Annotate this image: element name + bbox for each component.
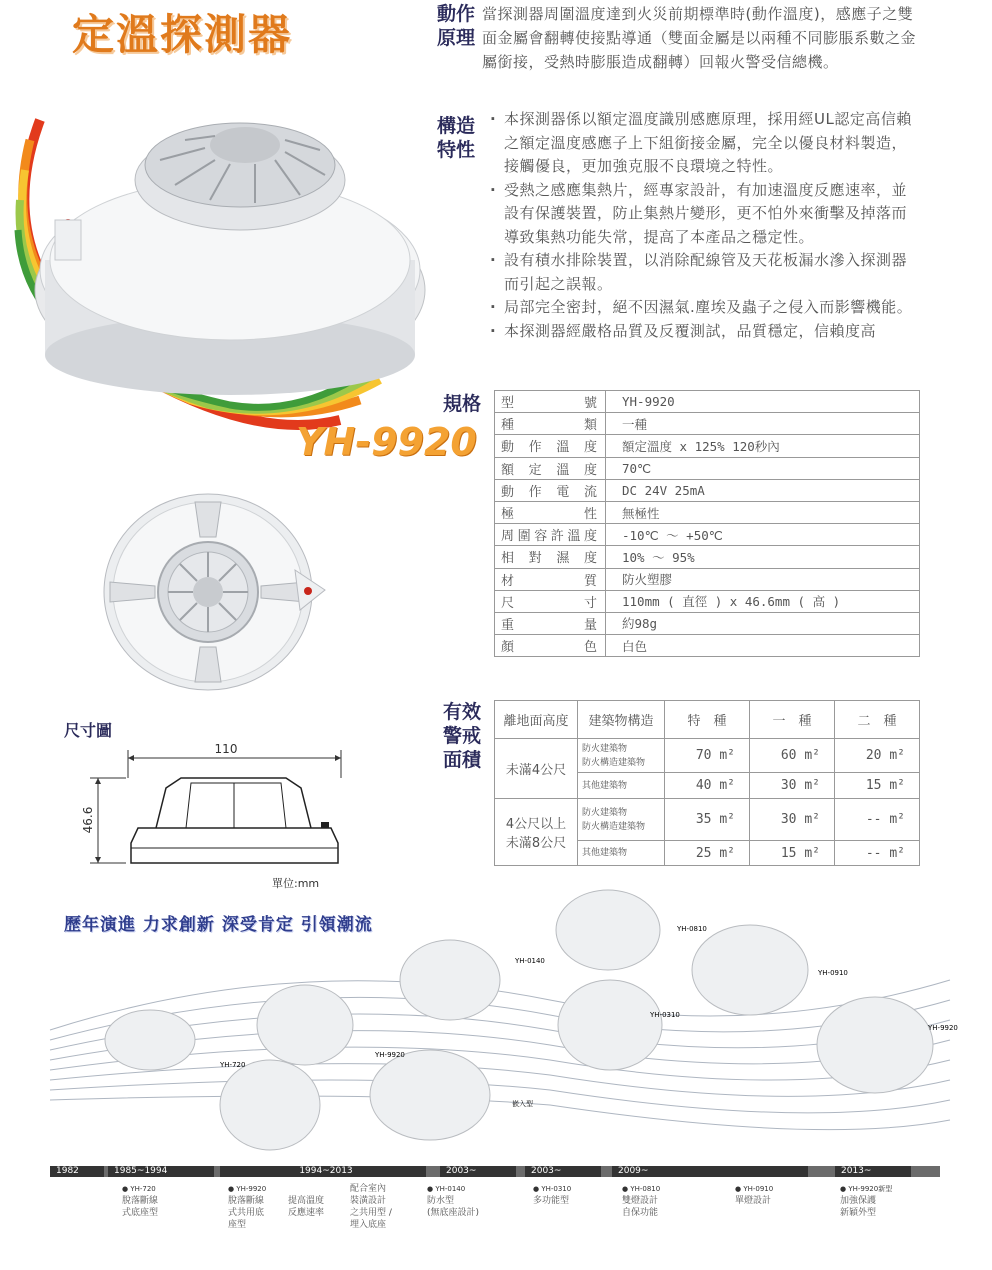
timeline-model: ● YH-0310 bbox=[533, 1185, 572, 1193]
spec-key: 種類 bbox=[495, 413, 606, 435]
spec-key: 動作電流 bbox=[495, 479, 606, 501]
timeline-model: ● YH-720 bbox=[122, 1185, 156, 1193]
history-slogan: 歷年演進 力求創新 深受肯定 引領潮流 bbox=[64, 915, 373, 935]
spec-value: DC 24V 25mA bbox=[606, 479, 920, 501]
timeline-model: ● YH-0140 bbox=[427, 1185, 466, 1193]
column-header: 離地面高度 bbox=[495, 701, 578, 739]
area-value: 30 m² bbox=[750, 773, 835, 799]
timeline-model: ● YH-9920 bbox=[228, 1185, 267, 1193]
area-label-line1: 有效 bbox=[443, 701, 482, 723]
dimension-unit: 單位:mm bbox=[272, 877, 320, 890]
spec-key: 型號 bbox=[495, 391, 606, 413]
timeline-note: 多功能型 bbox=[533, 1196, 570, 1206]
timeline-note: 脫落斷線 bbox=[122, 1196, 159, 1206]
area-label bbox=[443, 700, 481, 772]
timeline-note: 雙燈設計 bbox=[622, 1196, 659, 1206]
history-tag: YH-0810 bbox=[677, 925, 707, 933]
spec-value: 10% ～ 95% bbox=[606, 546, 920, 568]
structure-line1: 其他建築物 bbox=[582, 848, 628, 858]
spec-value: 無極性 bbox=[606, 501, 920, 523]
area-value: 40 m² bbox=[665, 773, 750, 799]
timeline-era: 2003~ bbox=[440, 1166, 516, 1177]
product-top-view bbox=[100, 492, 330, 697]
height-line1: 未滿4公尺 bbox=[505, 763, 567, 778]
area-value: 15 m² bbox=[750, 841, 835, 866]
area-value: 15 m² bbox=[835, 773, 920, 799]
timeline-column bbox=[735, 1183, 773, 1207]
timeline-model: ● YH-0910 bbox=[735, 1185, 774, 1193]
timeline-era: 1994~2013 bbox=[220, 1166, 426, 1177]
spec-key: 材質 bbox=[495, 568, 606, 590]
timeline-column bbox=[288, 1195, 324, 1219]
area-value: 25 m² bbox=[665, 841, 750, 866]
spec-key: 重量 bbox=[495, 612, 606, 634]
timeline-note: 單燈設計 bbox=[735, 1196, 772, 1206]
spec-value: YH-9920 bbox=[606, 391, 920, 413]
timeline-column bbox=[427, 1183, 479, 1219]
features-list bbox=[490, 108, 922, 343]
table-row bbox=[495, 568, 920, 590]
spec-key: 尺寸 bbox=[495, 590, 606, 612]
table-header-row bbox=[495, 701, 920, 739]
structure-line2: 防火構造建築物 bbox=[582, 821, 646, 832]
timeline-column bbox=[533, 1183, 571, 1207]
timeline-column bbox=[840, 1183, 892, 1219]
column-header: 建築物構造 bbox=[578, 701, 665, 739]
history-tag: YH-720 bbox=[220, 1061, 246, 1069]
area-value: 30 m² bbox=[750, 799, 835, 841]
dimension-height: 46.6 bbox=[81, 806, 95, 834]
timeline-note: 座型 bbox=[228, 1220, 247, 1230]
timeline-note: 之共用型 / 埋入底座 bbox=[350, 1208, 392, 1230]
timeline-note: (無底座設計) bbox=[427, 1208, 480, 1218]
history-tag: YH-9920 bbox=[375, 1051, 405, 1059]
timeline-era: 2013~ bbox=[835, 1166, 911, 1177]
table-row bbox=[495, 457, 920, 479]
feature-item: · 局部完全密封，絕不因濕氣.塵埃及蟲子之侵入而影響機能。 bbox=[490, 296, 922, 320]
column-header: 特 種 bbox=[665, 701, 750, 739]
table-row bbox=[495, 479, 920, 501]
timeline-column bbox=[122, 1183, 158, 1219]
structure-line1: 防火建築物 bbox=[582, 743, 628, 754]
timeline-note: 提高溫度 bbox=[288, 1196, 325, 1206]
height-cell bbox=[495, 739, 578, 799]
timeline-column bbox=[350, 1183, 394, 1231]
area-value: 60 m² bbox=[750, 739, 835, 773]
feature-item: · 設有積水排除裝置，以消除配線管及天花板漏水滲入探測器而引起之誤報。 bbox=[490, 249, 922, 296]
history-tag: YH-0140 bbox=[515, 957, 545, 965]
model-name: YH-9920 bbox=[296, 420, 477, 464]
table-row bbox=[495, 546, 920, 568]
table-row bbox=[495, 612, 920, 634]
structure-cell bbox=[578, 739, 665, 773]
page-title: 定溫探測器 bbox=[72, 10, 293, 59]
timeline-note: 新穎外型 bbox=[840, 1208, 877, 1218]
principle-label bbox=[437, 2, 475, 50]
timeline-note: 加強保護 bbox=[840, 1196, 877, 1206]
table-row bbox=[495, 590, 920, 612]
area-value: 70 m² bbox=[665, 739, 750, 773]
history-tag: 嵌入型 bbox=[512, 1100, 533, 1108]
height-line2: 未滿8公尺 bbox=[505, 836, 567, 851]
history-tag: YH-9920 bbox=[928, 1024, 958, 1032]
area-value: -- m² bbox=[835, 841, 920, 866]
spec-key: 顏色 bbox=[495, 635, 606, 657]
spec-key: 周圍容許溫度 bbox=[495, 524, 606, 546]
timeline-era: 2003~ bbox=[525, 1166, 601, 1177]
spec-key: 額定溫度 bbox=[495, 457, 606, 479]
timeline-column bbox=[622, 1183, 660, 1219]
timeline-era: 1982 bbox=[50, 1166, 104, 1177]
structure-line2: 防火構造建築物 bbox=[582, 757, 646, 768]
spec-value: 一種 bbox=[606, 413, 920, 435]
structure-cell bbox=[578, 799, 665, 841]
spec-value: 白色 bbox=[606, 635, 920, 657]
construction-label-line2: 特性 bbox=[437, 139, 476, 161]
area-label-line2: 警戒 bbox=[443, 725, 482, 747]
table-row bbox=[495, 501, 920, 523]
timeline-note: 防水型 bbox=[427, 1196, 455, 1206]
specs-label: 規格 bbox=[443, 393, 482, 415]
timeline-note: 脫落斷線 bbox=[228, 1196, 265, 1206]
history-tag: YH-0910 bbox=[818, 969, 848, 977]
spec-value: -10℃ ～ +50℃ bbox=[606, 524, 920, 546]
table-row bbox=[495, 391, 920, 413]
spec-value: 約98g bbox=[606, 612, 920, 634]
structure-cell bbox=[578, 841, 665, 866]
timeline-note: 配合室內 bbox=[350, 1184, 387, 1194]
table-row bbox=[495, 799, 920, 841]
principle-label-line1: 動作 bbox=[437, 3, 476, 25]
dimension-title: 尺寸圖 bbox=[64, 721, 113, 740]
spec-value: 防火塑膠 bbox=[606, 568, 920, 590]
feature-item: · 受熱之感應集熱片，經專家設計，有加速溫度反應速率，並設有保護裝置，防止集熱片變形，更不怕外來衝擊及掉落而導致集熱功能失常，提高了本產品之穩定性。 bbox=[490, 179, 922, 250]
hero-illustration bbox=[0, 60, 440, 480]
table-row bbox=[495, 635, 920, 657]
table-row bbox=[495, 739, 920, 773]
area-value: -- m² bbox=[835, 799, 920, 841]
timeline-note: 式底座型 bbox=[122, 1208, 159, 1218]
structure-line1: 防火建築物 bbox=[582, 807, 628, 818]
table-row bbox=[495, 435, 920, 457]
spec-key: 動作溫度 bbox=[495, 435, 606, 457]
timeline-era: 2009~ bbox=[612, 1166, 808, 1177]
timeline-model: ● YH-0810 bbox=[622, 1185, 661, 1193]
spec-value: 70℃ bbox=[606, 457, 920, 479]
structure-cell bbox=[578, 773, 665, 799]
timeline-note: 自保功能 bbox=[622, 1208, 659, 1218]
specs-table bbox=[494, 390, 920, 657]
table-row bbox=[495, 413, 920, 435]
history-illustration bbox=[50, 890, 958, 1165]
column-header: 二 種 bbox=[835, 701, 920, 739]
height-line1: 4公尺以上 bbox=[505, 817, 567, 832]
dimension-width: 110 bbox=[214, 742, 238, 756]
principle-text: 當探測器周圍溫度達到火災前期標準時(動作溫度)，感應子之雙面金屬會翻轉使接點導通（雙面金屬是以兩種不同膨脹系數之金屬銜接，受熱時膨脹造成翻轉）回報火警受信總機。 bbox=[482, 5, 917, 71]
construction-label-line1: 構造 bbox=[437, 115, 476, 137]
column-header: 一 種 bbox=[750, 701, 835, 739]
area-table bbox=[494, 700, 920, 866]
construction-label bbox=[437, 114, 475, 162]
spec-key: 相對濕度 bbox=[495, 546, 606, 568]
history-tag: YH-0310 bbox=[650, 1011, 680, 1019]
timeline-era: 1985~1994 bbox=[108, 1166, 214, 1177]
feature-item: · 本探測器係以額定溫度識別感應原理，採用經UL認定高信賴之額定溫度感應子上下組銜接金屬，完全以優良材料製造，接觸優良，更加強克服不良環境之特性。 bbox=[490, 108, 922, 179]
timeline-column bbox=[228, 1183, 266, 1231]
spec-value: 額定溫度 x 125% 120秒內 bbox=[606, 435, 920, 457]
feature-item: · 本探測器經嚴格品質及反覆測試，品質穩定，信賴度高 bbox=[490, 320, 922, 344]
timeline-note: 式共用底 bbox=[228, 1208, 265, 1218]
table-row bbox=[495, 524, 920, 546]
height-cell bbox=[495, 799, 578, 866]
spec-key: 極性 bbox=[495, 501, 606, 523]
spec-value: 110mm ( 直徑 ) x 46.6mm ( 高 ) bbox=[606, 590, 920, 612]
timeline-note: 反應速率 bbox=[288, 1208, 325, 1218]
area-value: 35 m² bbox=[665, 799, 750, 841]
structure-line1: 其他建築物 bbox=[582, 780, 628, 791]
timeline-model: ● YH-9920新型 bbox=[840, 1185, 893, 1193]
area-value: 20 m² bbox=[835, 739, 920, 773]
timeline-note: 裝潢設計 bbox=[350, 1196, 387, 1206]
area-label-line3: 面積 bbox=[443, 749, 482, 771]
principle-label-line2: 原理 bbox=[437, 27, 476, 49]
dimension-drawing bbox=[76, 738, 356, 873]
